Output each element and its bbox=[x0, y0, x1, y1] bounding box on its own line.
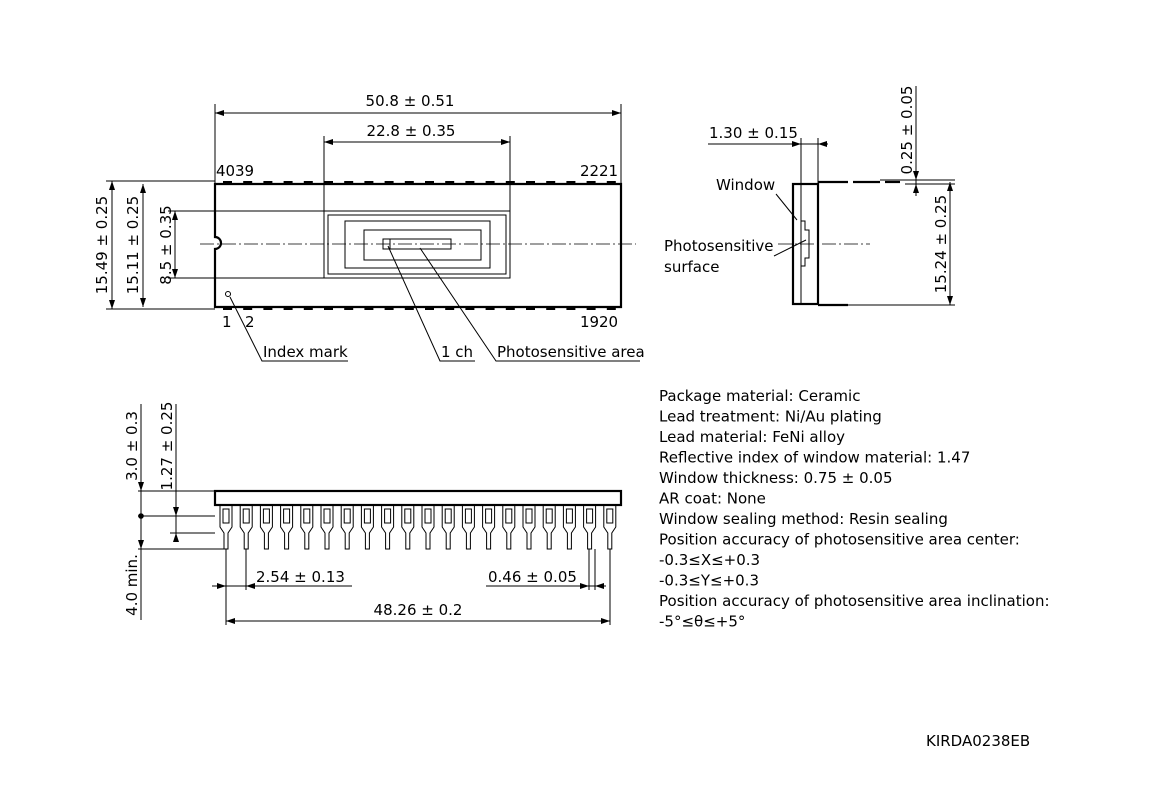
front-lead bbox=[442, 505, 454, 549]
front-lead bbox=[240, 505, 252, 549]
dim-window-depth-text: 1.27 ± 0.25 bbox=[158, 401, 176, 491]
front-lead-window bbox=[587, 509, 593, 523]
front-lead bbox=[422, 505, 434, 549]
front-lead-window bbox=[425, 509, 431, 523]
dim-total-length-text: 50.8 ± 0.51 bbox=[365, 92, 455, 110]
bottom-pin-stub bbox=[263, 307, 272, 310]
front-lead-window bbox=[607, 509, 613, 523]
top-pin-stub bbox=[263, 181, 272, 184]
bottom-pin-stub bbox=[223, 307, 232, 310]
top-pin-stub bbox=[405, 181, 414, 184]
front-lead-window bbox=[284, 509, 290, 523]
front-lead bbox=[563, 505, 575, 549]
front-lead bbox=[584, 505, 596, 549]
front-lead-window bbox=[223, 509, 229, 523]
arrow bbox=[947, 182, 953, 191]
front-lead-window bbox=[566, 509, 572, 523]
top-pin-stub bbox=[607, 181, 616, 184]
pin-label-21: 21 bbox=[599, 162, 619, 180]
figure-code: KIRDA0238EB bbox=[926, 732, 1031, 750]
top-pin-stub bbox=[364, 181, 373, 184]
front-leads bbox=[220, 505, 616, 549]
arrow bbox=[217, 583, 226, 589]
bottom-pin-stub bbox=[587, 307, 596, 310]
bottom-pin-stub bbox=[364, 307, 373, 310]
arrow bbox=[818, 141, 827, 147]
arrow bbox=[580, 583, 589, 589]
dim-thickness-text: 1.30 ± 0.15 bbox=[709, 124, 798, 142]
arrow bbox=[140, 298, 146, 307]
bottom-pin-stub bbox=[324, 307, 333, 310]
arrow bbox=[173, 533, 179, 542]
dim-height-inner-text: 15.11 ± 0.25 bbox=[124, 195, 142, 295]
spec-line: Position accuracy of photosensitive area inclination: bbox=[659, 592, 1050, 610]
arrow bbox=[138, 482, 144, 491]
label-surface-line1: Photosensitive bbox=[664, 237, 774, 255]
front-view bbox=[123, 402, 621, 625]
top-view bbox=[93, 92, 645, 361]
pin-label-1: 1 bbox=[222, 313, 232, 331]
pin-label-19: 19 bbox=[580, 313, 600, 331]
dim-pitch-text: 2.54 ± 0.13 bbox=[256, 568, 345, 586]
front-lead-window bbox=[486, 509, 492, 523]
top-pin-stub bbox=[445, 181, 454, 184]
top-pin-stub bbox=[243, 181, 252, 184]
side-chip-profile bbox=[801, 221, 809, 266]
arrow bbox=[215, 110, 224, 116]
front-lead bbox=[361, 505, 373, 549]
pin-label-22: 22 bbox=[580, 162, 600, 180]
front-body bbox=[215, 491, 621, 505]
front-lead-window bbox=[506, 509, 512, 523]
front-lead bbox=[321, 505, 333, 549]
index-mark-circle bbox=[226, 292, 231, 297]
front-lead-window bbox=[364, 509, 370, 523]
top-pin-stub bbox=[344, 181, 353, 184]
spec-list bbox=[659, 387, 1050, 631]
spec-line: Lead material: FeNi alloy bbox=[659, 428, 846, 446]
top-pin-stub bbox=[425, 181, 434, 184]
dim-front-span-text: 48.26 ± 0.2 bbox=[373, 601, 463, 619]
bottom-pin-stub bbox=[486, 307, 495, 310]
dim-height-outer-text: 15.49 ± 0.25 bbox=[93, 195, 111, 295]
top-pin-stub bbox=[526, 181, 535, 184]
front-lead bbox=[462, 505, 474, 549]
front-lead bbox=[503, 505, 515, 549]
package-body-outline bbox=[215, 184, 621, 307]
front-lead-window bbox=[304, 509, 310, 523]
dim-window-length-text: 22.8 ± 0.35 bbox=[366, 122, 456, 140]
bottom-pin-stub bbox=[405, 307, 414, 310]
top-pin-stub bbox=[587, 181, 596, 184]
bottom-pin-stub bbox=[526, 307, 535, 310]
bottom-pin-stub bbox=[344, 307, 353, 310]
arrow bbox=[324, 139, 333, 145]
dim-lead-length-text: 4.0 min. bbox=[123, 554, 141, 616]
front-lead bbox=[483, 505, 495, 549]
bottom-pin-stub bbox=[607, 307, 616, 310]
front-lead bbox=[523, 505, 535, 549]
label-index-mark: Index mark bbox=[263, 343, 348, 361]
arrow bbox=[601, 618, 610, 624]
bottom-pin-stub bbox=[304, 307, 313, 310]
front-lead-window bbox=[263, 509, 269, 523]
label-1ch: 1 ch bbox=[441, 343, 474, 361]
front-lead bbox=[281, 505, 293, 549]
bottom-pin-stub bbox=[465, 307, 474, 310]
side-view bbox=[664, 86, 955, 305]
top-pin-stub bbox=[385, 181, 394, 184]
spec-line: AR coat: None bbox=[659, 489, 766, 508]
bottom-pin-stub bbox=[546, 307, 555, 310]
pin-label-40: 40 bbox=[216, 162, 236, 180]
front-lead-window bbox=[243, 509, 249, 523]
bottom-pin-stub bbox=[506, 307, 515, 310]
front-lead bbox=[301, 505, 313, 549]
front-lead bbox=[543, 505, 555, 549]
top-pin-stub bbox=[304, 181, 313, 184]
arrow bbox=[947, 296, 953, 305]
top-pin-stub bbox=[223, 181, 232, 184]
arrow bbox=[913, 184, 919, 193]
top-pin-stub bbox=[284, 181, 293, 184]
arrow bbox=[173, 507, 179, 516]
spec-line: Window sealing method: Resin sealing bbox=[659, 510, 948, 528]
arrow bbox=[109, 181, 115, 190]
spec-line: Window thickness: 0.75 ± 0.05 bbox=[659, 469, 893, 487]
front-lead bbox=[604, 505, 616, 549]
bottom-pin-stub bbox=[566, 307, 575, 310]
top-pin-stub bbox=[324, 181, 333, 184]
arrow bbox=[138, 540, 144, 549]
arrow bbox=[109, 300, 115, 309]
arrow bbox=[140, 184, 146, 193]
spec-line: -0.3≤X≤+0.3 bbox=[659, 551, 761, 569]
dim-body-height-text: 3.0 ± 0.3 bbox=[123, 411, 141, 481]
arrow bbox=[595, 583, 604, 589]
label-surface-line2: surface bbox=[664, 258, 720, 276]
spec-line: Reflective index of window material: 1.47 bbox=[659, 448, 971, 467]
front-lead bbox=[382, 505, 394, 549]
front-lead-window bbox=[546, 509, 552, 523]
top-pin-stub bbox=[465, 181, 474, 184]
window-frame-4 bbox=[364, 230, 481, 260]
label-window: Window bbox=[716, 176, 776, 194]
front-lead-window bbox=[526, 509, 532, 523]
bottom-pin-stub bbox=[385, 307, 394, 310]
front-lead-window bbox=[324, 509, 330, 523]
arrow bbox=[612, 110, 621, 116]
window-frame-2 bbox=[328, 215, 506, 274]
dim-lead-thickness-text: 0.25 ± 0.05 bbox=[898, 85, 916, 175]
top-pin-stub bbox=[566, 181, 575, 184]
front-lead bbox=[402, 505, 414, 549]
top-pin-stub bbox=[546, 181, 555, 184]
pin-label-39: 39 bbox=[235, 162, 255, 180]
spec-line: Package material: Ceramic bbox=[659, 387, 861, 405]
dim-lead-width-text: 0.46 ± 0.05 bbox=[488, 568, 577, 586]
front-lead-window bbox=[465, 509, 471, 523]
spec-line: -0.3≤Y≤+0.3 bbox=[659, 571, 759, 590]
front-lead bbox=[341, 505, 353, 549]
pin-label-20: 20 bbox=[599, 313, 619, 331]
dim-side-span-text: 15.24 ± 0.25 bbox=[932, 194, 950, 294]
spec-line: -5°≤θ≤+5° bbox=[659, 612, 746, 631]
label-photosensitive-area: Photosensitive area bbox=[497, 343, 645, 361]
spec-line: Position accuracy of photosensitive area center: bbox=[659, 530, 1020, 549]
arrow bbox=[246, 583, 255, 589]
front-lead bbox=[260, 505, 272, 549]
bottom-pin-stub bbox=[425, 307, 434, 310]
front-lead-window bbox=[445, 509, 451, 523]
top-pin-stub bbox=[486, 181, 495, 184]
arrow bbox=[501, 139, 510, 145]
front-lead-window bbox=[385, 509, 391, 523]
front-lead-window bbox=[405, 509, 411, 523]
dim-window-height-text: 8.5 ± 0.35 bbox=[157, 205, 175, 285]
bottom-pin-stub bbox=[243, 307, 252, 310]
window-frame-3 bbox=[345, 221, 490, 268]
bottom-pin-stub bbox=[284, 307, 293, 310]
bottom-pin-stub bbox=[445, 307, 454, 310]
front-lead-window bbox=[344, 509, 350, 523]
pin-label-2: 2 bbox=[245, 313, 255, 331]
front-lead bbox=[220, 505, 232, 549]
spec-line: Lead treatment: Ni/Au plating bbox=[659, 407, 882, 426]
arrow bbox=[226, 618, 235, 624]
